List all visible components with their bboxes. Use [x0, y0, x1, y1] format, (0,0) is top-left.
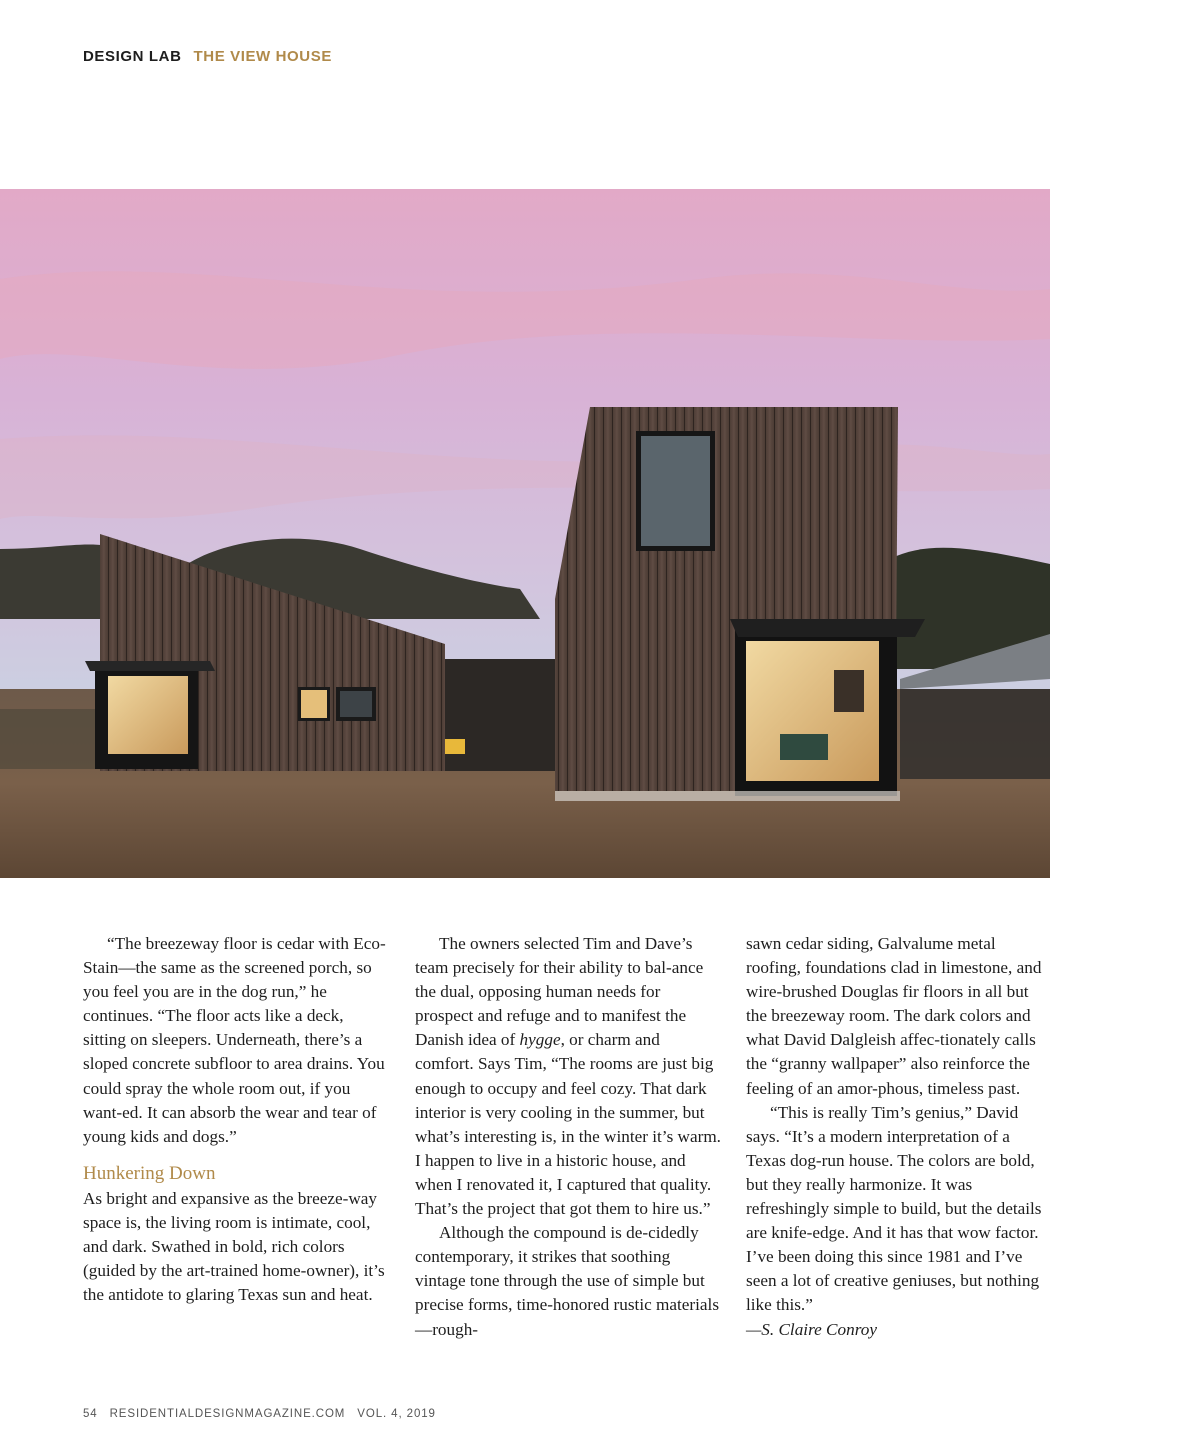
section-header: [83, 48, 332, 65]
section-label: DESIGN LAB: [83, 48, 182, 65]
page-footer: [83, 1408, 448, 1420]
text-column-3: [746, 932, 1052, 1342]
paragraph: sawn cedar siding, Galvalume metal roofing, foundations clad in limestone, and wire-brushed Douglas fir floors in all but the breezeway room. The dark colors and what David Dalgleish affec-tionately calls the “granny wallpaper” also reinforce the feeling of an amor-phous, timeless past.: [746, 934, 1042, 1098]
text-run: , or charm and comfort. Says Tim, “The rooms are just big enough to occupy and feel cozy. That dark interior is very cooling in the summer, but what’s interesting is, in the winter it’s warm. I happen to live in a historic house, and when I renovated it, I captured that quality. That’s the project that got them to hire us.”: [415, 1030, 721, 1219]
emphasis: hygge: [519, 1030, 561, 1050]
house-photo: [0, 189, 1050, 878]
issue-info: VOL. 4, 2019: [357, 1408, 436, 1420]
paragraph: [415, 932, 721, 1221]
text-column-1: [83, 932, 389, 1307]
byline: —S. Claire Conroy: [746, 1319, 877, 1339]
paragraph: Although the compound is de-cidedly contemporary, it strikes that soothing vintage tone through the use of simple but precise forms, time-honored rustic materials—rough-: [415, 1223, 720, 1339]
text-run: The owners selected Tim and Dave’s team precisely for their ability to bal-ance the dual, opposing human needs for prospect and refuge and to manifest the Danish idea of: [415, 934, 704, 1050]
paragraph: “The breezeway floor is cedar with Eco-Stain—the same as the screened porch, so you feel you are in the dog run,” he continues. “The floor acts like a deck, sitting on sleepers. Underneath, there’s a sloped concrete subfloor to area drains. You could spray the whole room out, if you want-ed. It can absorb the wear and tear of young kids and dogs.”: [83, 934, 386, 1146]
article-title: THE VIEW HOUSE: [193, 48, 332, 65]
page-number: 54: [83, 1408, 98, 1420]
text-column-2: [415, 932, 721, 1342]
website: RESIDENTIALDESIGNMAGAZINE.COM: [109, 1408, 346, 1420]
subheading: Hunkering Down: [83, 1162, 216, 1184]
paragraph: As bright and expansive as the breeze-way space is, the living room is intimate, cool, and dark. Swathed in bold, rich colors (guided by the art-trained home-owner), it’s the antidote to glaring Texas sun and heat.: [83, 1188, 385, 1305]
paragraph: “This is really Tim’s genius,” David says. “It’s a modern interpretation of a Texas dog-run house. The colors are bold, but they really harmonize. It was refreshingly simple to build, but the details are knife-edge. And it has that wow factor. I’ve been doing this since 1981 and I’ve seen a lot of creative geniuses, but nothing like this.”: [746, 1102, 1042, 1315]
